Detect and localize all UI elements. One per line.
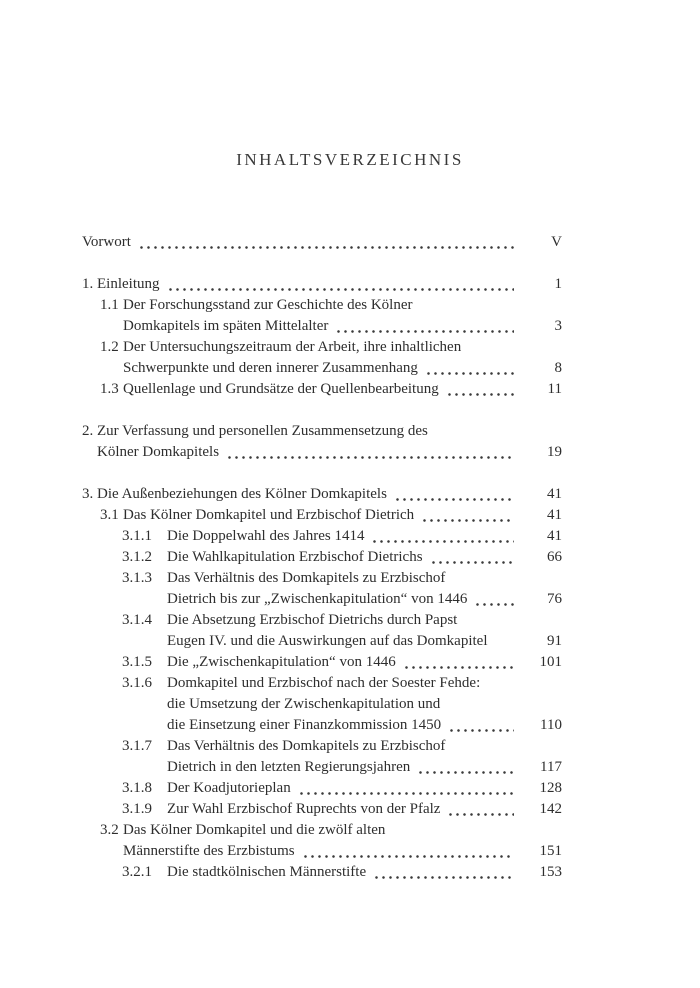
entry-line: [167, 589, 562, 610]
entry-line: [123, 841, 562, 862]
entry-line: [123, 358, 562, 379]
entry-number: 3.1.9: [122, 801, 152, 817]
page-number: 142: [539, 801, 562, 817]
entry-line: [167, 862, 562, 883]
entry-number: 1.3: [100, 381, 119, 397]
page-number: 151: [539, 843, 562, 859]
page-number: 101: [539, 654, 562, 670]
entry-text: Vorwort: [82, 234, 131, 250]
entry-line: [123, 316, 562, 337]
entry-line: [167, 778, 562, 799]
entry-text: Kölner Domkapitels: [97, 444, 220, 460]
toc-entry: [82, 337, 562, 379]
page-number: 19: [547, 444, 562, 460]
entry-text: Quellenlage und Grundsätze der Quellenbearbeitung: [123, 381, 439, 397]
entry-line: Domkapitel und Erzbischof nach der Soester Fehde:: [167, 675, 481, 691]
toc-entry: [82, 421, 562, 463]
entry-line: Der Untersuchungszeitraum der Arbeit, ihre inhaltlichen: [123, 339, 462, 355]
entry-line: [167, 547, 562, 568]
leader-dots: [394, 498, 514, 501]
entry-line: die Umsetzung der Zwischenkapitulation und: [167, 696, 441, 712]
leader-dots: [446, 393, 514, 396]
leader-dots: [298, 792, 514, 795]
entry-line: Die Absetzung Erzbischof Dietrichs durch Papst: [167, 612, 458, 628]
toc-entry: [82, 673, 562, 736]
leader-dots: [447, 813, 514, 816]
toc-entry: [82, 232, 562, 253]
entry-text: Die Wahlkapitulation Erzbischof Dietrichs: [167, 549, 423, 565]
entry-text: Schwerpunkte und deren innerer Zusammenhang: [123, 360, 418, 376]
toc-entry: [82, 295, 562, 337]
toc-entry: [82, 820, 562, 862]
entry-number: 3.1.5: [122, 654, 152, 670]
entry-line: Der Forschungsstand zur Geschichte des Kölner: [123, 297, 413, 313]
leader-dots: [335, 330, 514, 333]
page-number: 128: [539, 780, 562, 796]
toc-entry: [82, 526, 562, 547]
entry-line: Das Kölner Domkapitel und die zwölf alten: [123, 822, 386, 838]
toc-entry: [82, 505, 562, 526]
page-number: 8: [554, 360, 562, 376]
entry-number: 1.: [82, 276, 94, 292]
leader-dots: [226, 456, 514, 459]
page-number: 117: [540, 759, 562, 775]
leader-dots: [425, 372, 514, 375]
entry-line: [97, 484, 562, 505]
page-number: 76: [547, 591, 562, 607]
entry-number: 3.1.3: [122, 570, 152, 586]
leader-dots: [371, 540, 514, 543]
leader-dots: [430, 561, 514, 564]
entry-line: Das Verhältnis des Domkapitels zu Erzbischof: [167, 738, 446, 754]
entry-line: [167, 799, 562, 820]
entry-line: [167, 631, 562, 652]
page-number: 66: [547, 549, 562, 565]
entry-line: [167, 757, 562, 778]
toc-entry: [82, 547, 562, 568]
entry-number: 2.: [82, 423, 94, 439]
entry-number: 3.1.6: [122, 675, 152, 691]
entry-text: Die Doppelwahl des Jahres 1414: [167, 528, 365, 544]
entry-number: 3.1.2: [122, 549, 152, 565]
leader-dots: [448, 729, 514, 732]
entry-text: Dietrich in den letzten Regierungsjahren: [167, 759, 411, 775]
entry-text: Der Koadjutorieplan: [167, 780, 291, 796]
page-number: 41: [547, 507, 562, 523]
page-number: 41: [547, 486, 562, 502]
entry-number: 1.2: [100, 339, 119, 355]
toc-entry: [82, 652, 562, 673]
entry-number: 1.1: [100, 297, 119, 313]
entry-text: Männerstifte des Erzbistums: [123, 843, 295, 859]
entry-line: Das Verhältnis des Domkapitels zu Erzbischof: [167, 570, 446, 586]
toc-entry: [82, 736, 562, 778]
toc-entry: [82, 799, 562, 820]
toc-entry: [82, 862, 562, 883]
entry-number: 3.1.4: [122, 612, 152, 628]
entry-line: [167, 715, 562, 736]
leader-dots: [474, 603, 514, 606]
entry-line: [167, 652, 562, 673]
entry-text: Zur Wahl Erzbischof Ruprechts von der Pfalz: [167, 801, 441, 817]
entry-text: Dietrich bis zur „Zwischenkapitulation“ von 1446: [167, 591, 468, 607]
page-title: INHALTSVERZEICHNIS: [236, 150, 464, 169]
entry-line: [167, 526, 562, 547]
page-number: 11: [547, 381, 562, 397]
page-number: V: [551, 234, 562, 250]
leader-dots: [495, 645, 514, 648]
entry-text: Domkapitels im späten Mittelalter: [123, 318, 329, 334]
leader-dots: [417, 771, 514, 774]
page-number: 41: [547, 528, 562, 544]
entry-text: Das Kölner Domkapitel und Erzbischof Dietrich: [123, 507, 415, 523]
entry-number: 3.1: [100, 507, 119, 523]
entry-line: Zur Verfassung und personellen Zusammensetzung des: [97, 423, 428, 439]
entry-number: 3.2.1: [122, 864, 152, 880]
entry-line: [82, 232, 562, 253]
entry-number: 3.1.8: [122, 780, 152, 796]
entry-line: [97, 442, 562, 463]
toc-entry: [82, 484, 562, 505]
page-number: 110: [540, 717, 562, 733]
leader-dots: [421, 519, 514, 522]
entry-text: Die stadtkölnischen Männerstifte: [167, 864, 367, 880]
entry-number: 3.2: [100, 822, 119, 838]
leader-dots: [373, 876, 514, 879]
leader-dots: [138, 246, 514, 249]
entry-number: 3.: [82, 486, 94, 502]
page-number: 3: [554, 318, 562, 334]
entry-line: [123, 379, 562, 400]
entry-text: Die Außenbeziehungen des Kölner Domkapitels: [97, 486, 387, 502]
entry-number: 3.1.1: [122, 528, 152, 544]
toc-entry: [82, 274, 562, 295]
entry-line: [123, 505, 562, 526]
toc-entry: [82, 379, 562, 400]
entry-number: 3.1.7: [122, 738, 152, 754]
leader-dots: [167, 288, 515, 291]
entry-text: die Einsetzung einer Finanzkommission 1450: [167, 717, 442, 733]
entry-text: Eugen IV. und die Auswirkungen auf das Domkapitel: [167, 633, 488, 649]
leader-dots: [302, 855, 514, 858]
toc-entry: [82, 778, 562, 799]
leader-dots: [403, 666, 514, 669]
toc: [82, 232, 562, 883]
toc-entry: [82, 610, 562, 652]
page-number: 153: [539, 864, 562, 880]
toc-entry: [82, 568, 562, 610]
entry-text: Die „Zwischenkapitulation“ von 1446: [167, 654, 396, 670]
page-number: 1: [554, 276, 562, 292]
entry-text: Einleitung: [97, 276, 160, 292]
entry-line: [97, 274, 562, 295]
page-number: 91: [547, 633, 562, 649]
